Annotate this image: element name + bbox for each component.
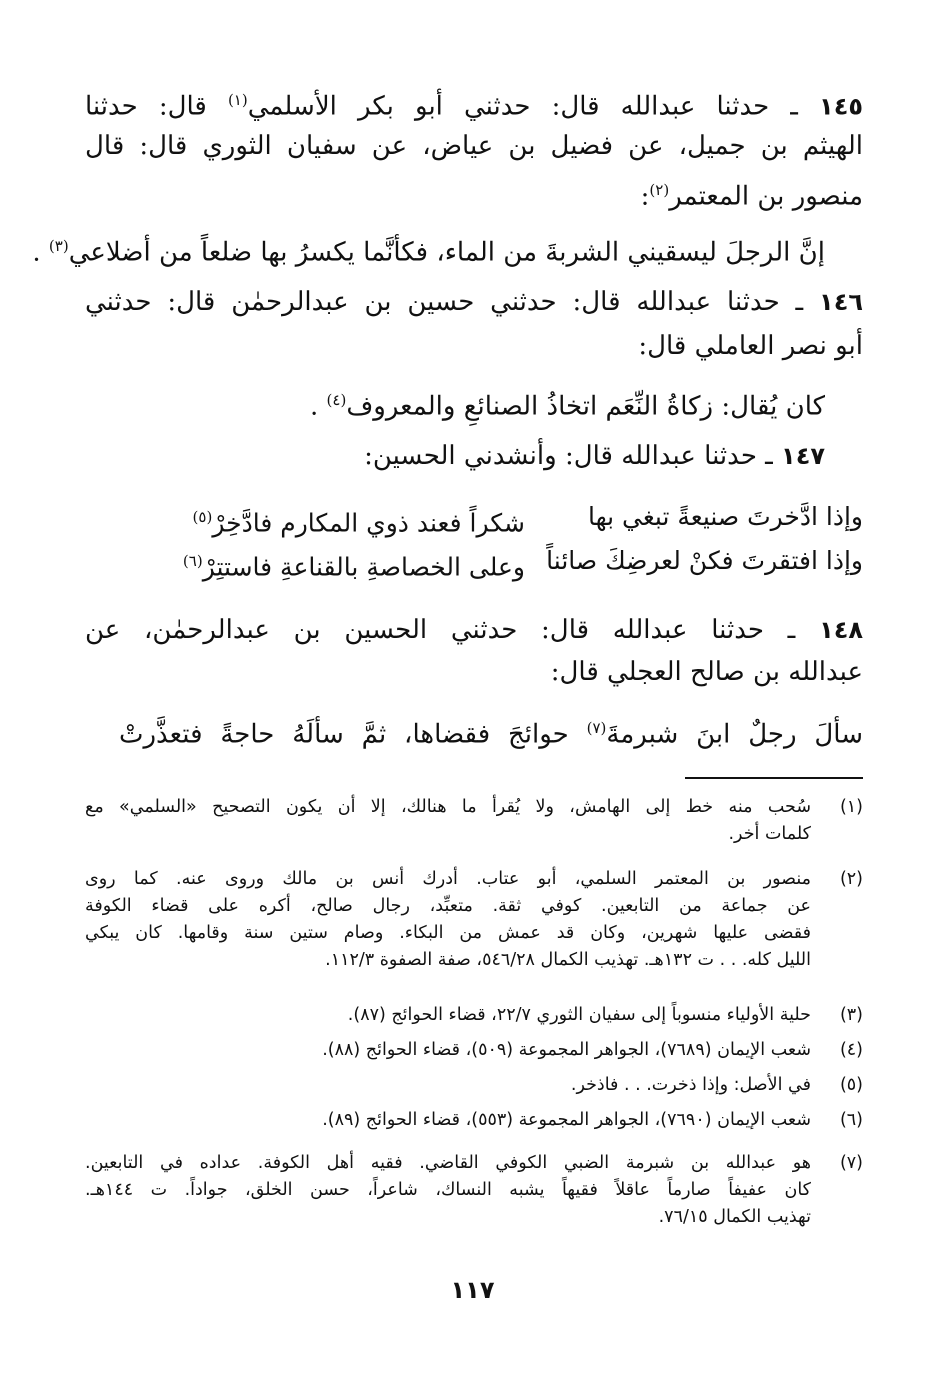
para-146-line-2: أبو نصر العاملي قال: (638, 331, 863, 361)
footnote-number: (٥) (839, 1075, 863, 1095)
text: ـ حدثنا عبدالله قال: حدثني الحسين بن عبدالرحمٰن، عن (85, 615, 796, 645)
verse-1-first-hemistich: وإذا ادَّخرتَ صنيعةً تبغي بها (587, 502, 863, 531)
footnote-number: (٣) (839, 1005, 863, 1025)
text: ـ حدثنا عبدالله قال: حدثني حسين بن عبدالرحمٰن قال: حدثني (85, 287, 804, 317)
para-145-line-2: الهيثم بن جميل، عن فضيل بن عياض، عن سفيان الثوري قال: قال (85, 131, 863, 161)
footnote-number: (١) (839, 797, 863, 817)
footnote-ref[interactable]: (٥) (192, 508, 213, 526)
text: : (640, 181, 650, 212)
footnote-line: تهذيب الكمال ٧٦/١٥. (658, 1207, 811, 1227)
quote-text: سألَ رجلٌ ابنَ شبرمةَ (606, 719, 864, 750)
page-number: ١١٧ (450, 1276, 495, 1304)
text: منصور بن المعتمر (669, 181, 863, 212)
para-146-line-1 (85, 282, 863, 322)
footnote-line: في الأصل: وإذا ذخرت. . . فاذخر. (570, 1075, 811, 1095)
text: ـ حدثنا عبدالله قال: وأنشدني الحسين: (364, 441, 773, 471)
hadith-number: ١٤٨ (819, 616, 864, 644)
para-145-line-3 (85, 170, 863, 217)
footnote-ref[interactable]: (٦) (182, 552, 203, 570)
para-145-line-1 (85, 80, 863, 127)
para-146-quote (125, 380, 825, 427)
footnote-2 (85, 866, 863, 974)
hadith-number: ١٤٦ (819, 288, 863, 316)
footnote-line: شعب الإيمان (٧٦٩٠)، الجواهر المجموعة (٥٥٣)، قضاء الحوائج (٨٩). (322, 1110, 811, 1130)
hadith-number: ١٤٥ (819, 92, 863, 121)
text: ـ حدثنا عبدالله قال: حدثني أبو بكر الأسلمي (247, 91, 798, 122)
verse-2-second-hemistich (183, 542, 525, 586)
verse-2-first-hemistich: وإذا افتقرتَ فكنْ لعرضِكَ صائناً (546, 546, 863, 575)
para-148-line-1 (85, 610, 863, 650)
footnote-7 (85, 1150, 863, 1231)
para-145-quote (32, 226, 825, 273)
quote-text: حوائجَ فقضاها، ثمَّ سألَهُ حاجةً فتعذَّرتْ (119, 719, 569, 750)
verse-1-second-hemistich (193, 498, 525, 542)
footnote-ref[interactable]: (٤) (326, 391, 347, 409)
footnote-ref[interactable]: (٧) (586, 719, 607, 737)
para-147-line-1 (125, 436, 825, 476)
footnote-line: عن جماعة من التابعين. كوفي ثقة. متعبِّد، رجال صالح، أكره على قضاء الكوفة (85, 896, 811, 916)
footnote-line: حلية الأولياء منسوباً إلى سفيان الثوري ٢٢/٧، قضاء الحوائج (٨٧). (347, 1005, 811, 1025)
footnote-line: فقضى عليها شهرين، وكان قد عمش من البكاء. وصام ستين سنة وقامها. كان يبكي (85, 923, 811, 943)
text: قال: حدثنا (85, 91, 207, 122)
quote-text: كان يُقال: زكاةُ النِّعَم اتخاذُ الصنائعِ والمعروف (346, 391, 825, 422)
footnote-line: منصور بن المعتمر السلمي، أبو عتاب. أدرك أنس بن مالك وروى عنه. كما روى (85, 869, 811, 889)
text: شكراً فعند ذوي المكارم فادَّخِرْ (212, 508, 525, 538)
footnote-number: (٦) (839, 1110, 863, 1130)
para-148-quote (119, 708, 863, 755)
footnote-separator (685, 777, 863, 779)
footnote-line: كان عفيفاً صارماً عاقلاً فقيهاً يشبه النساك، شاعراً، حسن الخلق، جواداً. ت ١٤٤هـ. (85, 1180, 811, 1200)
footnote-1 (85, 794, 863, 848)
text: . (310, 391, 319, 422)
para-148-line-2: عبدالله بن صالح العجلي قال: (550, 657, 863, 687)
quote-text: إنَّ الرجلَ ليسقيني الشربةَ من الماء، فكأنَّما يكسرُ بها ضلعاً من أضلاعي (68, 237, 825, 268)
footnote-number: (٧) (839, 1153, 863, 1173)
footnote-line: كلمات أخر. (728, 824, 811, 844)
footnote-line: الليل كله. . . ت ١٣٢هـ. تهذيب الكمال ٥٤٦/٢٨، صفة الصفوة ١١٢/٣. (325, 950, 811, 970)
footnote-number: (٤) (839, 1040, 863, 1060)
footnote-number: (٢) (839, 869, 863, 889)
footnote-ref[interactable]: (٢) (649, 181, 670, 199)
footnote-ref[interactable]: (٣) (48, 237, 69, 255)
footnote-line: سُحب منه خط إلى الهامش، ولا يُقرأ ما هنالك، إلا أن يكون التصحيح «السلمي» مع (85, 797, 811, 817)
text: وعلى الخصاصةِ بالقناعةِ فاستتِرْ (202, 552, 525, 582)
text: . (32, 237, 41, 268)
footnote-line: شعب الإيمان (٧٦٨٩)، الجواهر المجموعة (٥٠٩)، قضاء الحوائج (٨٨). (322, 1040, 811, 1060)
hadith-number: ١٤٧ (781, 442, 825, 470)
footnote-ref[interactable]: (١) (227, 91, 248, 109)
footnote-line: هو عبدالله بن شبرمة الضبي الكوفي القاضي. فقيه أهل الكوفة. عداده في التابعين. (85, 1153, 811, 1173)
